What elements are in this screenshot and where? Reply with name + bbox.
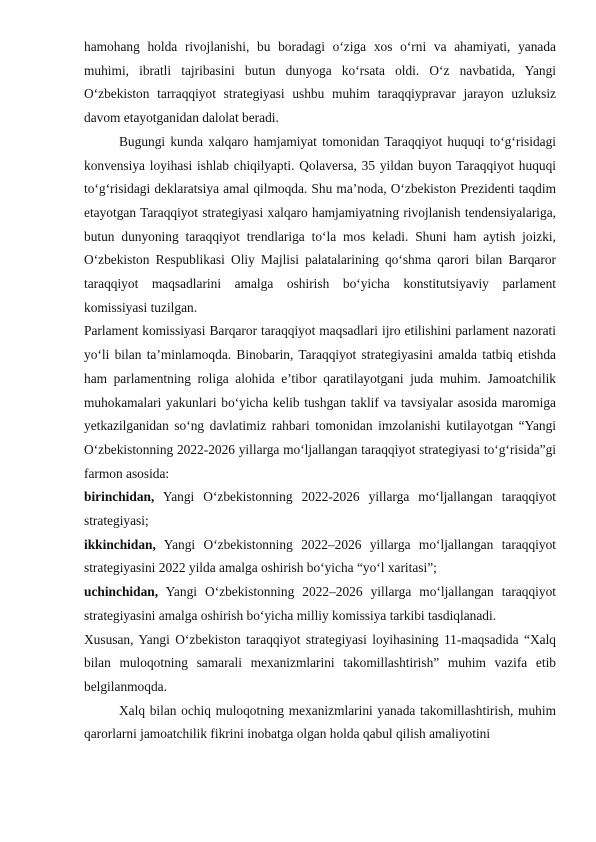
paragraph-8 [84,699,556,746]
paragraph-5 [84,533,556,580]
paragraph-text: Parlament komissiyasi Barqaror taraqqiyot maqsadlari ijro etilishini parlament nazorati yo‘li bilan ta’minlamoqda. Binobarin, Taraqqiyot strategiyasini amalda tatbiq etishda ham parlamentning roliga alohida e’tibor qaratilayotgani juda muhim. Jamoatchilik muhokamalari yakunlari bo‘yicha kelib tushgan taklif va tavsiyalar asosida maromiga yetkazilganidan so‘ng davlatimiz rahbari tomonidan imzolanishi kutilayotgan “Yangi O‘zbekistonning 2022-2026 yillarga mo‘ljallangan taraqqiyot strategiyasi to‘g‘risida”gi farmon asosida: [84,323,556,481]
paragraph-1 [84,35,556,130]
paragraph-text: hamohang holda rivojlanishi, bu boradagi o‘ziga xos o‘rni va ahamiyati, yanada muhimi, ibratli tajribasini butun dunyoga ko‘rsata oldi. O‘z navbatida, Yangi O‘zbekiston tarraqqiyot strategiyasi ushbu muhim taraqqiypravar jarayon uzluksiz davom etayotganidan dalolat beradi. [84,39,556,126]
paragraph-text: Yangi O‘zbekistonning 2022–2026 yillarga mo‘ljallangan taraqqiyot strategiyasini amalga oshirish bo‘yicha milliy komissiya tarkibi tasdiqlanadi. [84,584,556,623]
paragraph-text: Yangi O‘zbekistonning 2022–2026 yillarga mo‘ljallangan taraqqiyot strategiyasini 2022 yilda amalga oshirish bo‘yicha “yo‘l xaritasi”; [84,536,556,576]
paragraph-text: Xususan, Yangi O‘zbekiston taraqqiyot strategiyasi loyihasining 11-maqsadida “Xalq bilan muloqotning samarali mexanizmlarini takomillashtirish” muhim vazifa etib belgilanmoqda. [84,631,556,694]
document-page [84,35,556,746]
paragraph-3 [84,319,556,485]
paragraph-2 [84,130,556,320]
paragraph-6 [84,580,556,627]
paragraph-text: Yangi O‘zbekistonning 2022-2026 yillarga mo‘ljallangan taraqqiyot strategiyasi; [84,489,556,529]
paragraph-lead: ikkinchidan, [84,536,156,552]
paragraph-text: Bugungi kunda xalqaro hamjamiyat tomonidan Taraqqiyot huquqi to‘g‘risidagi konvensiya loyihasi ishlab chiqilyapti. Qolaversa, 35 yildan buyon Taraqqiyot huquqi to‘g‘risidagi deklaratsiya amal qilmoqda. Shu ma’noda, O‘zbekiston Prezidenti taqdim etayotgan Taraqqiyot strategiyasi xalqaro hamjamiyatning rivojlanish tendensiyalariga, butun dunyoning taraqqiyot trendlariga to‘la mos keladi. Shuni ham aytish joizki, O‘zbekiston Respublikasi Oliy Majlisi palatalarining qo‘shma qarori bilan Barqaror taraqqiyot maqsadlarini amalga oshirish bo‘yicha konstitutsiyaviy parlament komissiyasi tuzilgan. [84,133,556,315]
paragraph-7 [84,628,556,699]
paragraph-text: Xalq bilan ochiq muloqotning mexanizmlarini yanada takomillashtirish, muhim qarorlarni jamoatchilik fikrini inobatga olgan holda qabul qilish amaliyotini [84,702,556,742]
paragraph-lead: uchinchidan, [84,584,159,600]
paragraph-4 [84,485,556,532]
paragraph-lead: birinchidan, [84,489,155,505]
